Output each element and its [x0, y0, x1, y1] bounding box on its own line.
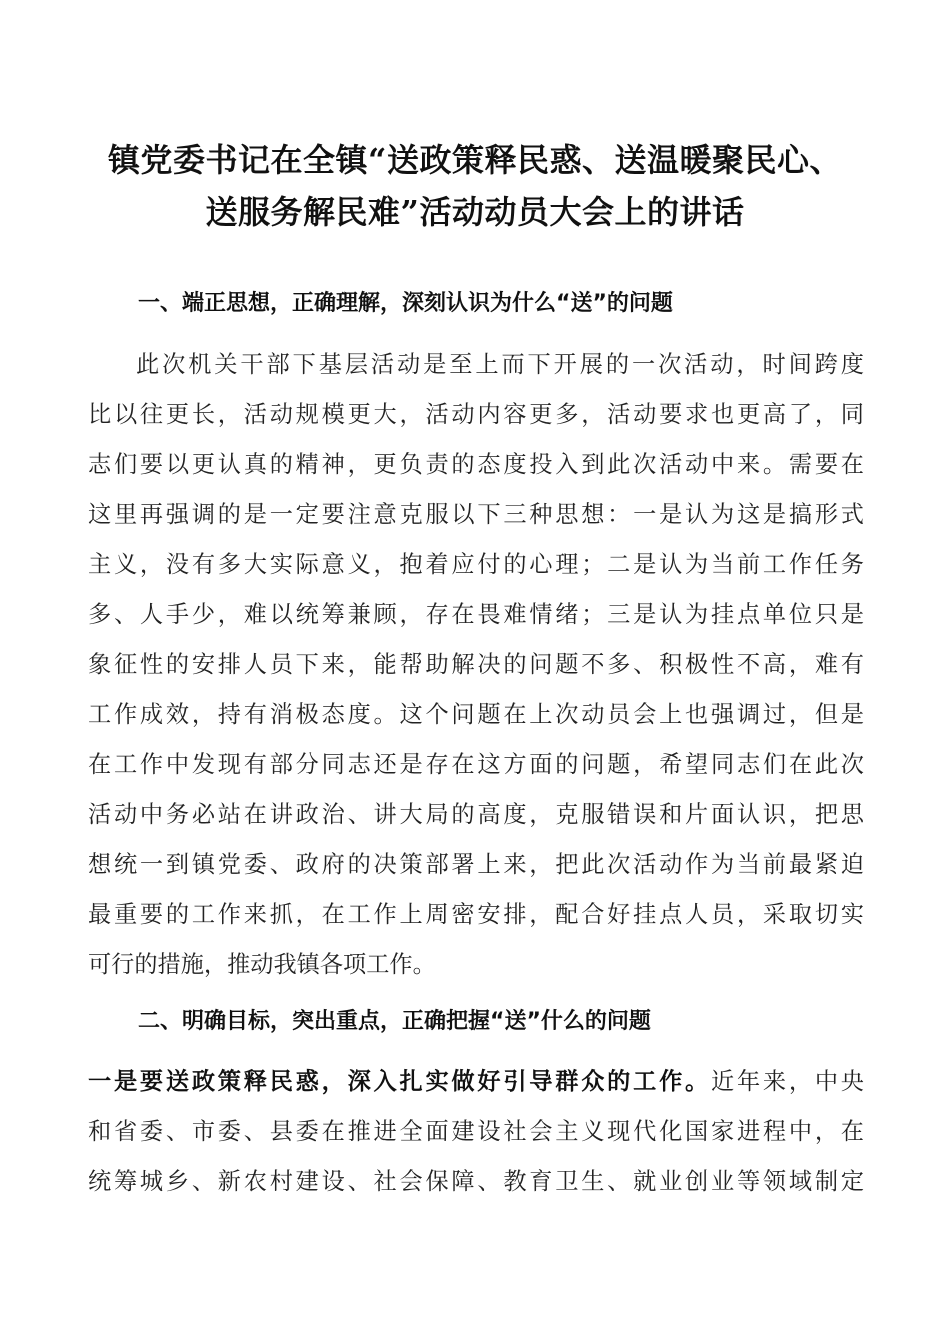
paragraph-line: 这里再强调的是一定要注意克服以下三种思想：一是认为这是搞形式 — [88, 501, 864, 528]
section2-paragraph — [88, 1057, 864, 1207]
paragraph-line: 比以往更长，活动规模更大，活动内容更多，活动要求也更高了，同 — [88, 401, 864, 428]
paragraph-line: 可行的措施，推动我镇各项工作。 — [88, 951, 436, 978]
paragraph-line: 主义，没有多大实际意义，抱着应付的心理；二是认为当前工作任务 — [88, 551, 864, 578]
section-heading-1: 一、端正思想，正确理解，深刻认识为什么“送”的问题 — [138, 291, 673, 316]
paragraph-line: 最重要的工作来抓，在工作上周密安排，配合好挂点人员，采取切实 — [88, 901, 864, 928]
paragraph-line: 工作成效，持有消极态度。这个问题在上次动员会上也强调过，但是 — [88, 701, 864, 728]
paragraph-line: 想统一到镇党委、政府的决策部署上来，把此次活动作为当前最紧迫 — [88, 851, 864, 878]
paragraph-line: 此次机关干部下基层活动是至上而下开展的一次活动，时间跨度 — [136, 351, 864, 378]
section1-paragraph — [88, 340, 864, 990]
lead-sentence: 一是要送政策释民惑，深入扎实做好引导群众的工作。 — [88, 1068, 712, 1095]
paragraph-line: 和省委、市委、县委在推进全面建设社会主义现代化国家进程中，在 — [88, 1118, 864, 1145]
title-line-1: 镇党委书记在全镇“送政策释民惑、送温暖聚民心、 — [108, 141, 842, 179]
paragraph-line: 多、人手少，难以统筹兼顾，存在畏难情绪；三是认为挂点单位只是 — [88, 601, 864, 628]
paragraph-line — [88, 1057, 864, 1107]
title-line-2: 送服务解民难”活动动员大会上的讲话 — [205, 193, 745, 231]
section-heading-2: 二、明确目标，突出重点，正确把握“送”什么的问题 — [138, 1009, 651, 1034]
paragraph-line: 统筹城乡、新农村建设、社会保障、教育卫生、就业创业等领域制定 — [88, 1168, 864, 1195]
paragraph-line: 志们要以更认真的精神，更负责的态度投入到此次活动中来。需要在 — [88, 451, 864, 478]
paragraph-line: 象征性的安排人员下来，能帮助解决的问题不多、积极性不高，难有 — [88, 651, 864, 678]
paragraph-line: 活动中务必站在讲政治、讲大局的高度，克服错误和片面认识，把思 — [88, 801, 864, 828]
paragraph-line: 在工作中发现有部分同志还是存在这方面的问题，希望同志们在此次 — [88, 751, 864, 778]
lead-rest: 近年来，中央 — [711, 1068, 864, 1095]
document-title — [60, 134, 890, 238]
